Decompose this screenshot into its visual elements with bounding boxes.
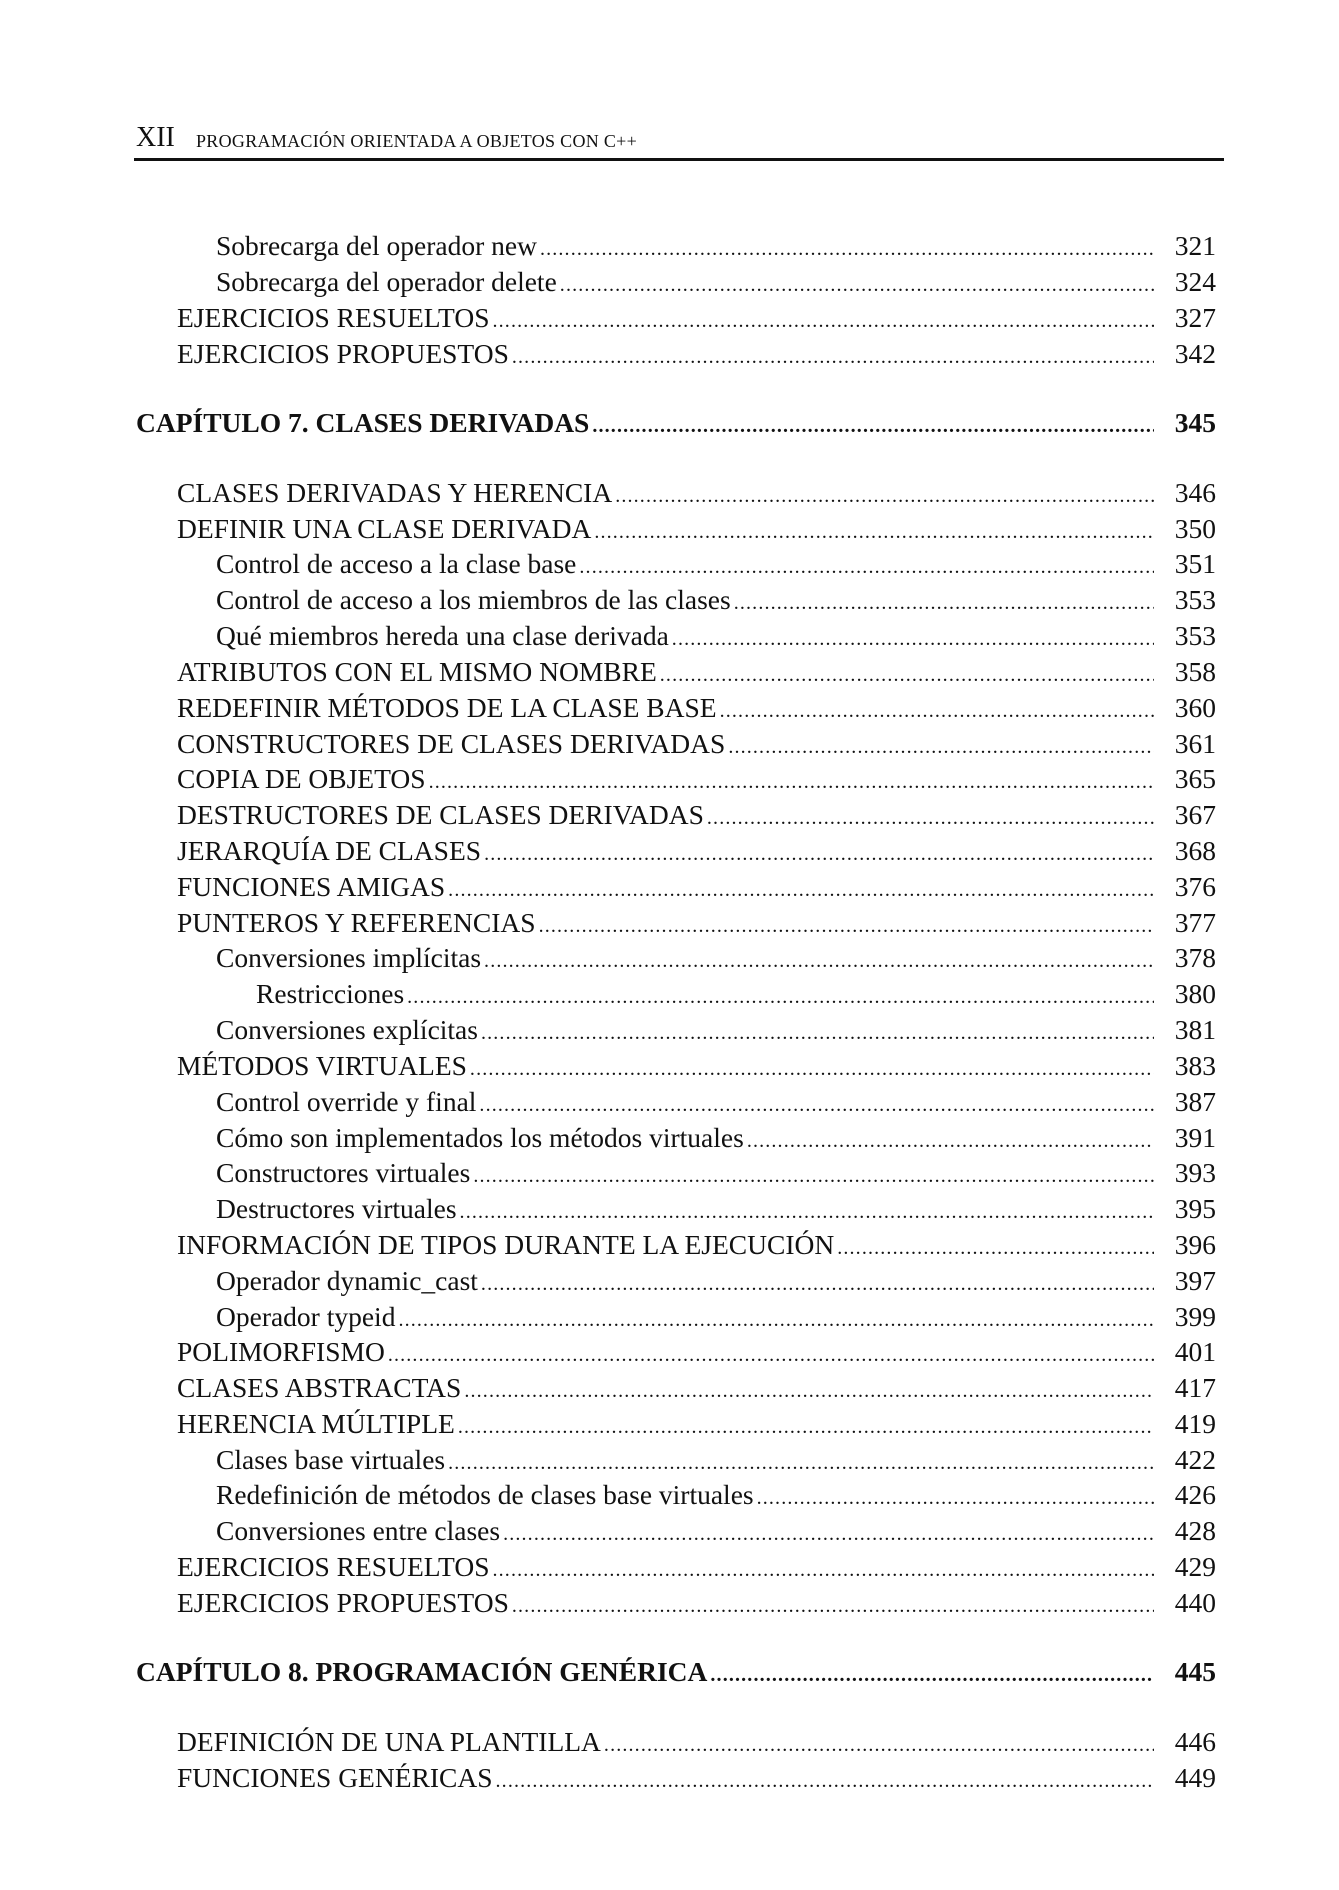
toc-entry <box>216 1013 1216 1047</box>
dot-leader <box>481 1267 1154 1301</box>
toc-entry <box>177 476 1216 510</box>
toc-entry <box>216 1156 1216 1190</box>
dot-leader <box>503 1517 1154 1551</box>
toc-entry-label: EJERCICIOS RESUELTOS <box>177 1551 490 1582</box>
dot-leader <box>707 801 1154 835</box>
toc-entry <box>177 906 1216 940</box>
toc-entry-page: 401 <box>1174 1336 1216 1367</box>
dot-leader <box>512 1589 1154 1623</box>
toc-entry-label: HERENCIA MÚLTIPLE <box>177 1408 455 1439</box>
toc-entry <box>216 619 1216 653</box>
toc-entry-page: 321 <box>1174 230 1216 261</box>
dot-leader <box>448 1446 1154 1480</box>
toc-entry <box>177 1725 1216 1759</box>
toc-entry-label: ATRIBUTOS CON EL MISMO NOMBRE <box>177 656 657 687</box>
toc-entry <box>177 1335 1216 1369</box>
toc-entry <box>216 265 1216 299</box>
dot-leader <box>493 1553 1155 1587</box>
toc-entry-page: 365 <box>1174 763 1216 794</box>
dot-leader <box>757 1481 1154 1515</box>
toc-entry-page: 376 <box>1174 871 1216 902</box>
dot-leader <box>672 622 1154 656</box>
toc-entry-page: 397 <box>1174 1265 1216 1296</box>
toc-entry <box>177 1371 1216 1405</box>
toc-entry-label: Control override y final <box>216 1086 477 1117</box>
dot-leader <box>493 304 1155 338</box>
toc-entry-label: JERARQUÍA DE CLASES <box>177 835 482 866</box>
toc-entry-label: EJERCICIOS PROPUESTOS <box>177 338 509 369</box>
toc-entry-label: DEFINICIÓN DE UNA PLANTILLA <box>177 1726 601 1757</box>
toc-entry-label: REDEFINIR MÉTODOS DE LA CLASE BASE <box>177 692 717 723</box>
toc-entry-label: Sobrecarga del operador delete <box>216 266 557 297</box>
dot-leader <box>484 837 1154 871</box>
toc-entry <box>177 655 1216 689</box>
toc-entry-label: INFORMACIÓN DE TIPOS DURANTE LA EJECUCIÓN <box>177 1229 835 1260</box>
toc-entry-page: 353 <box>1174 620 1216 651</box>
toc-entry-page: 360 <box>1174 692 1216 723</box>
toc-entry <box>177 512 1216 546</box>
toc-entry-page: 393 <box>1174 1157 1216 1188</box>
toc-entry-page: 440 <box>1174 1587 1216 1618</box>
toc-entry <box>256 977 1216 1011</box>
dot-leader <box>484 944 1154 978</box>
toc-entry-label: Conversiones implícitas <box>216 942 482 973</box>
toc-entry-label: POLIMORFISMO <box>177 1336 385 1367</box>
toc-entry-page: 391 <box>1174 1122 1216 1153</box>
toc-entry <box>177 1586 1216 1620</box>
toc-entry-label: Redefinición de métodos de clases base virtuales <box>216 1479 754 1510</box>
page-number: XII <box>136 122 175 153</box>
toc-entry-page: 361 <box>1174 728 1216 759</box>
dot-leader <box>579 550 1154 584</box>
dot-leader <box>407 980 1154 1014</box>
toc-chapter-entry <box>136 406 1216 440</box>
toc-entry <box>216 1443 1216 1477</box>
dot-leader <box>479 1088 1154 1122</box>
toc-entry <box>216 583 1216 617</box>
dot-leader <box>720 694 1154 728</box>
dot-leader <box>710 1658 1154 1692</box>
toc-entry-page: 342 <box>1174 338 1216 369</box>
dot-leader <box>388 1338 1154 1372</box>
toc-entry-page: 445 <box>1174 1656 1216 1687</box>
toc-entry-page: 380 <box>1174 978 1216 1009</box>
toc-entry <box>216 1121 1216 1155</box>
toc-entry-label: Cómo son implementados los métodos virtuales <box>216 1122 744 1153</box>
toc-entry-page: 399 <box>1174 1301 1216 1332</box>
toc-entry-label: Control de acceso a los miembros de las clases <box>216 584 731 615</box>
toc-entry-page: 417 <box>1174 1372 1216 1403</box>
toc-entry <box>177 1761 1216 1795</box>
toc-entry <box>216 1514 1216 1548</box>
toc-entry <box>177 798 1216 832</box>
toc-entry-label: CONSTRUCTORES DE CLASES DERIVADAS <box>177 728 726 759</box>
dot-leader <box>540 232 1154 266</box>
toc-entry-page: 383 <box>1174 1050 1216 1081</box>
toc-entry-page: 358 <box>1174 656 1216 687</box>
dot-leader <box>734 586 1154 620</box>
toc-entry-page: 368 <box>1174 835 1216 866</box>
toc-entry-label: EJERCICIOS RESUELTOS <box>177 302 490 333</box>
toc-entry-label: Operador dynamic_cast <box>216 1265 478 1296</box>
toc-entry <box>177 1228 1216 1262</box>
toc-entry <box>216 1300 1216 1334</box>
dot-leader <box>512 340 1154 374</box>
toc-entry <box>177 870 1216 904</box>
toc-entry-page: 377 <box>1174 907 1216 938</box>
toc-entry-page: 395 <box>1174 1193 1216 1224</box>
toc-entry <box>177 762 1216 796</box>
toc-entry-label: EJERCICIOS PROPUESTOS <box>177 1587 509 1618</box>
dot-leader <box>728 730 1154 764</box>
toc-entry-label: DESTRUCTORES DE CLASES DERIVADAS <box>177 799 704 830</box>
toc-entry <box>216 229 1216 263</box>
dot-leader <box>594 515 1154 549</box>
toc-entry <box>216 941 1216 975</box>
toc-entry-page: 419 <box>1174 1408 1216 1439</box>
toc-entry-label: DEFINIR UNA CLASE DERIVADA <box>177 513 592 544</box>
dot-leader <box>496 1764 1154 1798</box>
toc-entry-label: PUNTEROS Y REFERENCIAS <box>177 907 536 938</box>
dot-leader <box>481 1016 1154 1050</box>
toc-entry-page: 351 <box>1174 548 1216 579</box>
toc-entry-page: 449 <box>1174 1762 1216 1793</box>
toc-entry-page: 396 <box>1174 1229 1216 1260</box>
dot-leader <box>660 658 1154 692</box>
toc-entry-page: 387 <box>1174 1086 1216 1117</box>
toc-entry-page: 345 <box>1174 407 1216 438</box>
dot-leader <box>460 1195 1154 1229</box>
toc-entry <box>216 1478 1216 1512</box>
toc-entry <box>216 547 1216 581</box>
toc-entry <box>177 1550 1216 1584</box>
toc-entry-page: 346 <box>1174 477 1216 508</box>
toc-entry-label: FUNCIONES AMIGAS <box>177 871 446 902</box>
toc-entry-page: 422 <box>1174 1444 1216 1475</box>
toc-entry-label: CAPÍTULO 8. PROGRAMACIÓN GENÉRICA <box>136 1656 708 1687</box>
toc-entry-label: Control de acceso a la clase base <box>216 548 577 579</box>
toc-entry <box>177 834 1216 868</box>
toc-entry-page: 426 <box>1174 1479 1216 1510</box>
dot-leader <box>747 1124 1154 1158</box>
toc-entry-label: Sobrecarga del operador new <box>216 230 537 261</box>
toc-entry <box>177 691 1216 725</box>
dot-leader <box>448 873 1154 907</box>
toc-entry-label: Constructores virtuales <box>216 1157 471 1188</box>
dot-leader <box>464 1374 1154 1408</box>
dot-leader <box>604 1728 1154 1762</box>
toc-entry-label: Qué miembros hereda una clase derivada <box>216 620 669 651</box>
dot-leader <box>398 1303 1154 1337</box>
toc-entry-page: 353 <box>1174 584 1216 615</box>
toc-entry <box>177 337 1216 371</box>
toc-entry-label: Destructores virtuales <box>216 1193 457 1224</box>
dot-leader <box>592 409 1154 443</box>
toc-entry-label: Clases base virtuales <box>216 1444 446 1475</box>
toc-entry-page: 324 <box>1174 266 1216 297</box>
dot-leader <box>473 1159 1154 1193</box>
toc-entry-page: 381 <box>1174 1014 1216 1045</box>
toc-entry-label: MÉTODOS VIRTUALES <box>177 1050 467 1081</box>
toc-entry <box>216 1085 1216 1119</box>
toc-entry-label: FUNCIONES GENÉRICAS <box>177 1762 493 1793</box>
dot-leader <box>458 1410 1154 1444</box>
toc-entry <box>177 1407 1216 1441</box>
toc-entry-label: CAPÍTULO 7. CLASES DERIVADAS <box>136 407 590 438</box>
toc-entry <box>216 1264 1216 1298</box>
dot-leader <box>429 765 1154 799</box>
toc-entry-page: 446 <box>1174 1726 1216 1757</box>
toc-entry <box>216 1192 1216 1226</box>
toc-entry-page: 378 <box>1174 942 1216 973</box>
toc-entry-label: COPIA DE OBJETOS <box>177 763 426 794</box>
toc-chapter-entry <box>136 1655 1216 1689</box>
dot-leader <box>560 268 1154 302</box>
dot-leader <box>837 1231 1154 1265</box>
toc-entry <box>177 1049 1216 1083</box>
toc-entry-page: 367 <box>1174 799 1216 830</box>
dot-leader <box>470 1052 1154 1086</box>
toc-entry-label: CLASES ABSTRACTAS <box>177 1372 462 1403</box>
toc-entry <box>177 301 1216 335</box>
dot-leader <box>615 479 1154 513</box>
toc-entry-page: 350 <box>1174 513 1216 544</box>
toc-entry <box>177 727 1216 761</box>
book-title: PROGRAMACIÓN ORIENTADA A OBJETOS CON C++ <box>196 131 638 151</box>
toc-entry-page: 428 <box>1174 1515 1216 1546</box>
toc-entry-label: Restricciones <box>256 978 405 1009</box>
toc-entry-label: Operador typeid <box>216 1301 396 1332</box>
toc-entry-page: 429 <box>1174 1551 1216 1582</box>
toc-entry-label: Conversiones entre clases <box>216 1515 501 1546</box>
toc-entry-label: CLASES DERIVADAS Y HERENCIA <box>177 477 613 508</box>
toc-entry-label: Conversiones explícitas <box>216 1014 478 1045</box>
dot-leader <box>539 909 1154 943</box>
toc-entry-page: 327 <box>1174 302 1216 333</box>
